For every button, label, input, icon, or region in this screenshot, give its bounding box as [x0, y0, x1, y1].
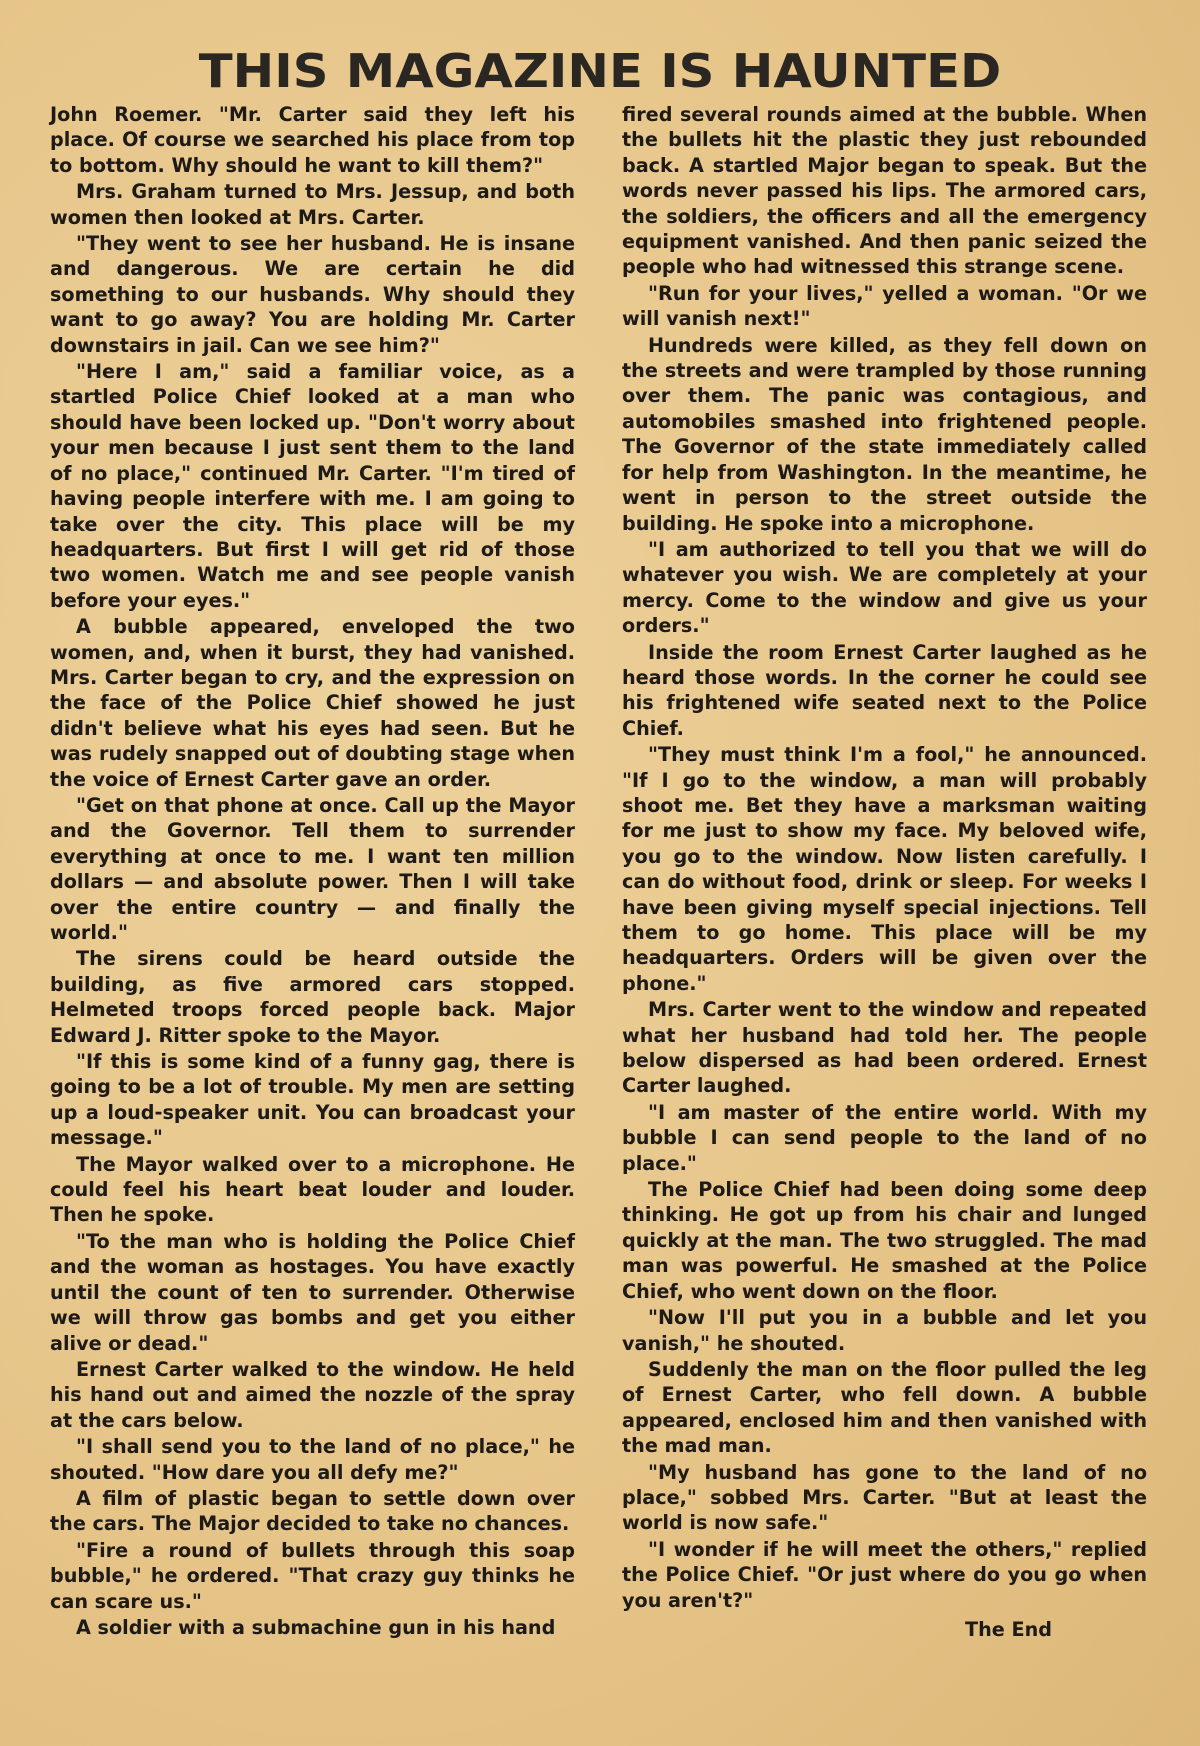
page-title: THIS MAGAZINE IS HAUNTED: [198, 44, 1002, 98]
paragraph: John Roemer. "Mr. Carter said they left his place. Of course we searched his place from top to bottom. Why should he want to kill them?": [50, 103, 575, 177]
paragraph: A soldier with a submachine gun in his hand: [76, 1615, 556, 1639]
paragraph: "They must think I'm a fool," he announced. "If I go to the window, a man will probably shoot me. Bet they have a marksman waiting for me just to show my face. My beloved wife, you go to the window. Now listen carefully. I can do without food, drink or sleep. For weeks I have been giving myself special injections. Tell them to go home. This place will be my headquarters. Orders will be given over the phone.": [622, 743, 1147, 995]
right-column: [622, 102, 1147, 1643]
paragraph: fired several rounds aimed at the bubble. When the bullets hit the plastic they just rebounded back. A startled Major began to speak. But the words never passed his lips. The armored cars, the soldiers, the officers and all the emergency equipment vanished. And then panic seized the people who had witnessed this strange scene.: [622, 103, 1147, 279]
paragraph: Mrs. Graham turned to Mrs. Jessup, and both women then looked at Mrs. Carter.: [50, 180, 575, 229]
left-column: [50, 102, 575, 1641]
paragraph: "Run for your lives," yelled a woman. "Or we will vanish next!": [622, 281, 1147, 331]
paragraph: "My husband has gone to the land of no place," sobbed Mrs. Carter. "But at least the world is now safe.": [622, 1460, 1147, 1535]
paragraph: "To the man who is holding the Police Chief and the woman as hostages. You have exactly until the count of ten to surrender. Otherwise we will throw gas bombs and get you either alive or dead.": [50, 1229, 575, 1355]
paragraph: "Now I'll put you in a bubble and let you vanish," he shouted.: [622, 1306, 1147, 1355]
paragraph: "Fire a round of bullets through this soap bubble," he ordered. "That crazy guy thinks he can scare us.": [50, 1538, 575, 1613]
paragraph: Inside the room Ernest Carter laughed as he heard those words. In the corner he could see his frightened wife seated next to the Police Chief.: [622, 640, 1147, 740]
paragraph: "Get on that phone at once. Call up the Mayor and the Governor. Tell them to surrender everything at once to me. I want ten million dollars — and absolute power. Then I will take over the entire country — and finally the world.": [50, 793, 575, 944]
paragraph: "They went to see her husband. He is insane and dangerous. We are certain he did something to our husbands. Why should they want to go away? You are holding Mr. Carter downstairs in jail. Can we see him?": [50, 232, 575, 357]
paragraph: Hundreds were killed, as they fell down on the streets and were trampled by those running over them. The panic was contagious, and automobiles smashed into frightened people. The Governor of the state immediately called for help from Washington. In the meantime, he went in person to the street outside the building. He spoke into a microphone.: [622, 333, 1147, 535]
paragraph: Mrs. Carter went to the window and repeated what her husband had told her. The people below dispersed as had been ordered. Ernest Carter laughed.: [622, 998, 1147, 1098]
paragraph: The Mayor walked over to a microphone. He could feel his heart beat louder and louder. Then he spoke.: [50, 1152, 575, 1227]
paragraph: "If this is some kind of a funny gag, there is going to be a lot of trouble. My men are setting up a loud-speaker unit. You can broadcast your message.": [50, 1050, 575, 1150]
paragraph: "I am authorized to tell you that we will do whatever you wish. We are completely at your mercy. Come to the window and give us your orders.": [622, 537, 1147, 638]
paragraph: A bubble appeared, enveloped the two women, and, when it burst, they had vanished. Mrs. Carter began to cry, and the expression on the face of the Police Chief showed he just didn't believe what his eyes had seen. But he was rudely snapped out of doubting stage when the voice of Ernest Carter gave an order.: [50, 615, 575, 791]
paragraph: "Here I am," said a familiar voice, as a startled Police Chief looked at a man who should have been locked up. "Don't worry about your men because I just sent them to the land of no place," continued Mr. Carter. "I'm tired of having people interfere with me. I am going to take over the city. This place will be my headquarters. But first I will get rid of those two women. Watch me and see people vanish before your eyes.": [50, 360, 575, 612]
paragraph: "I am master of the entire world. With my bubble I can send people to the land of no place.": [622, 1100, 1147, 1175]
paragraph: The Police Chief had been doing some deep thinking. He got up from his chair and lunged quickly at the man. The two struggled. The mad man was powerful. He smashed at the Police Chief, who went down on the floor.: [622, 1178, 1147, 1303]
paragraph: Ernest Carter walked to the window. He held his hand out and aimed the nozzle of the spray at the cars below.: [50, 1357, 575, 1432]
paragraph: A film of plastic began to settle down over the cars. The Major decided to take no chances.: [50, 1486, 575, 1536]
paragraph: Suddenly the man on the floor pulled the leg of Ernest Carter, who fell down. A bubble appeared, enclosed him and then vanished with the mad man.: [622, 1357, 1147, 1458]
paragraph: "I wonder if he will meet the others," replied the Police Chief. "Or just where do you go when you aren't?": [622, 1537, 1147, 1612]
end-marker: The End: [965, 1617, 1052, 1641]
paragraph: The sirens could be heard outside the building, as five armored cars stopped. Helmeted troops forced people back. Major Edward J. Ritter spoke to the Mayor.: [50, 947, 575, 1047]
paragraph: "I shall send you to the land of no place," he shouted. "How dare you all defy me?": [50, 1435, 575, 1484]
